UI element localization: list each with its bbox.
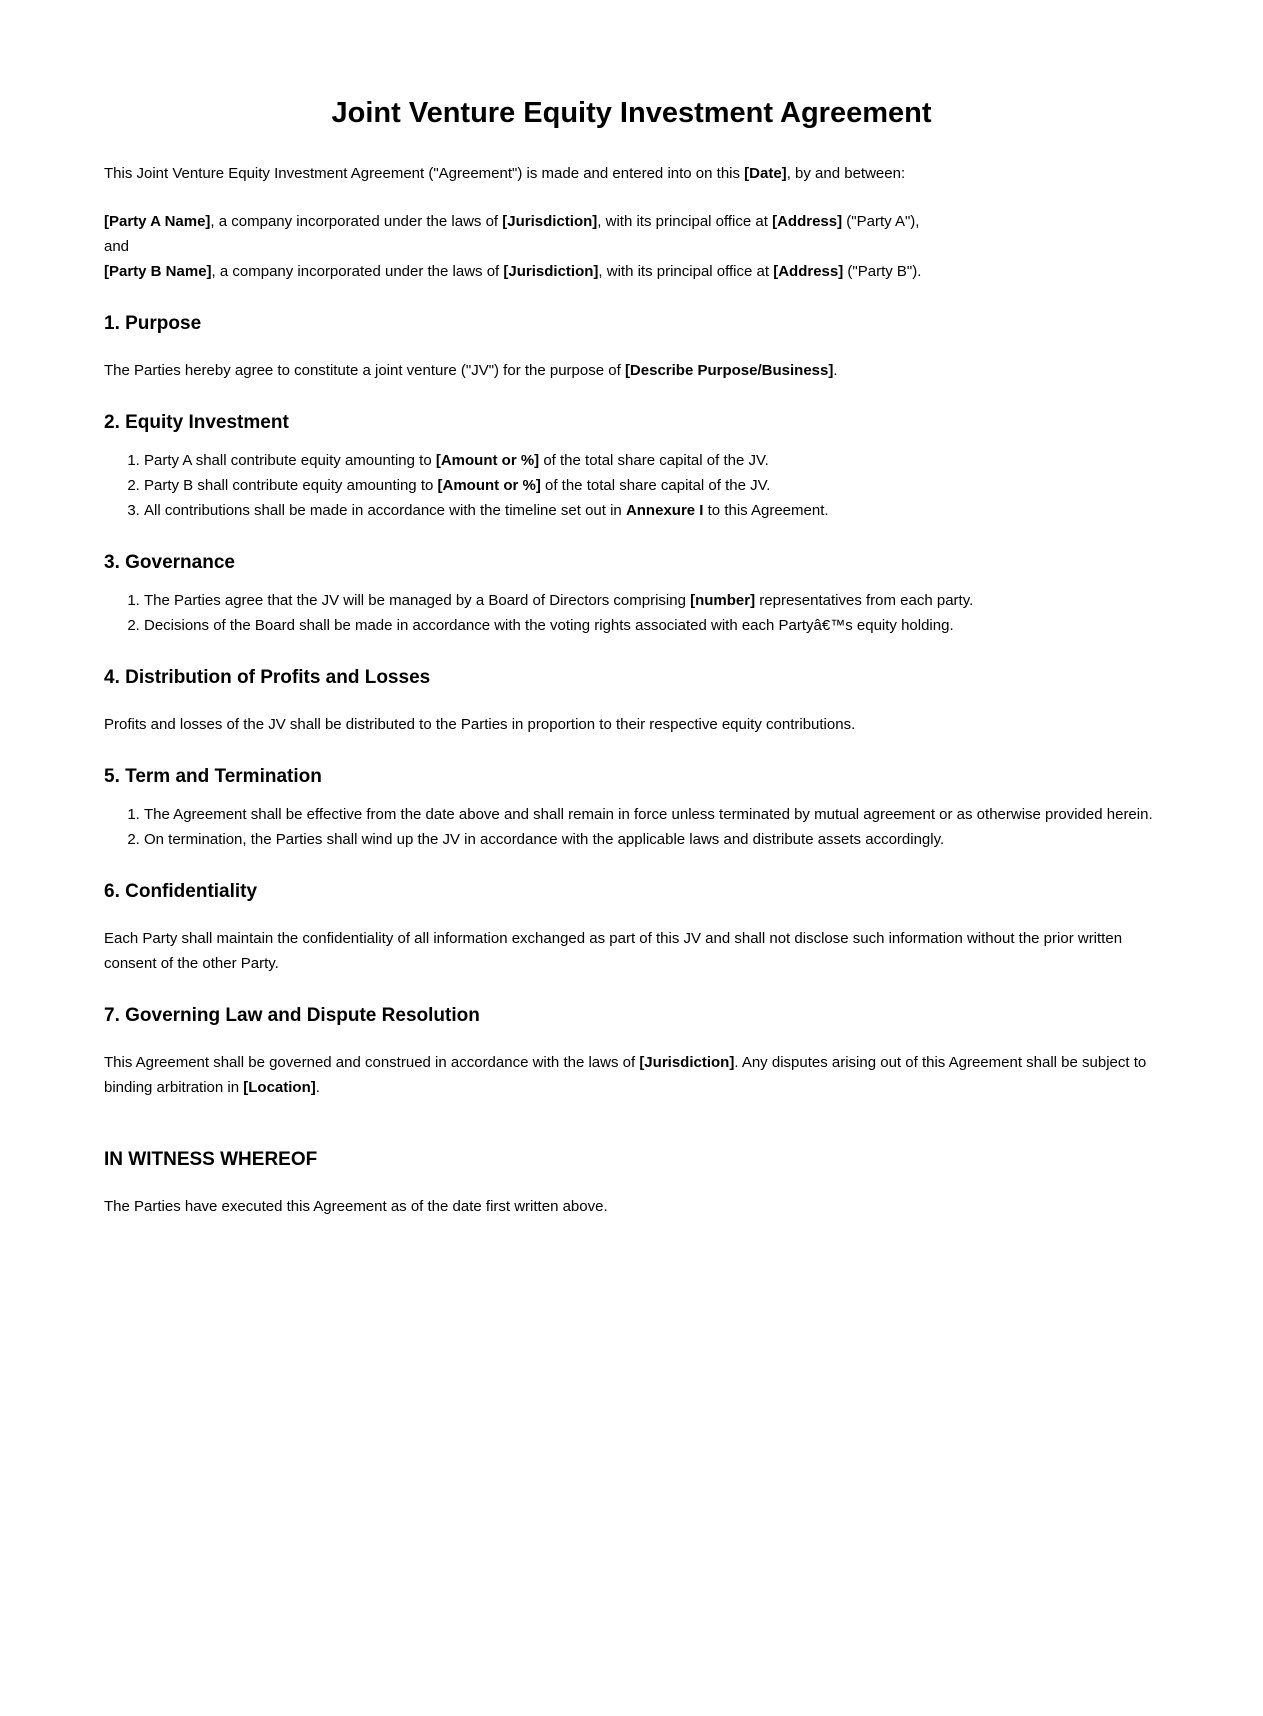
bold-placeholder-text: [Amount or %] [435, 452, 540, 470]
section-governance-list [104, 589, 1159, 638]
section-governing-law-heading: 7. Governing Law and Dispute Resolution [104, 1005, 480, 1027]
list-item: 2. Party B shall contribute equity amounting to [Amount or %] of the total share capital of the JV. [144, 474, 1159, 498]
bold-placeholder-text: [Jurisdiction] [639, 1054, 735, 1072]
list-item: 2. On termination, the Parties shall wind up the JV in accordance with the applicable laws and distribute assets accordingly. [144, 828, 1159, 852]
section-confidentiality-heading: 6. Confidentiality [104, 881, 258, 903]
section-distribution-body: Profits and losses of the JV shall be distributed to the Parties in proportion to their respective equity contributions. [104, 716, 856, 734]
list-item: 2. Decisions of the Board shall be made in accordance with the voting rights associated with each Partyâ€™s equity holding. [144, 614, 1159, 638]
bold-placeholder-text: [Amount or %] [437, 477, 541, 495]
intro-paragraph: This Joint Venture Equity Investment Agreement ("Agreement") is made and entered into on this [Date], by and between: [104, 165, 906, 183]
bold-placeholder-text: [Party A Name] [104, 213, 211, 231]
section-purpose-body: The Parties hereby agree to constitute a joint venture ("JV") for the purpose of [Describe Purpose/Business]. [104, 362, 838, 380]
list-item: 3. All contributions shall be made in accordance with the timeline set out in Annexure I to this Agreement. [144, 499, 1159, 523]
section-term-termination-list [104, 803, 1159, 852]
bold-placeholder-text: Annexure I [625, 502, 704, 520]
bold-placeholder-text: [Jurisdiction] [502, 213, 598, 231]
bold-placeholder-text: [Date] [744, 165, 787, 183]
section-governance-heading: 3. Governance [104, 552, 235, 574]
section-equity-investment-list [104, 449, 1159, 523]
section-term-termination-heading: 5. Term and Termination [104, 766, 322, 788]
witness-whereof-body: The Parties have executed this Agreement as of the date first written above. [104, 1198, 608, 1216]
section-governing-law-body: This Agreement shall be governed and construed in accordance with the laws of [Jurisdiction]. Any disputes arising out of this Agreement shall be subject to binding arbitration in [Location]. [104, 1054, 1147, 1097]
bold-placeholder-text: [Address] [772, 213, 843, 231]
witness-whereof-heading: IN WITNESS WHEREOF [104, 1149, 318, 1171]
bold-placeholder-text: [number] [690, 592, 756, 610]
bold-placeholder-text: [Party B Name] [104, 263, 212, 281]
bold-placeholder-text: [Address] [773, 263, 844, 281]
bold-placeholder-text: [Location] [243, 1079, 316, 1097]
bold-placeholder-text: [Describe Purpose/Business] [624, 362, 834, 380]
parties-paragraph: [Party A Name], a company incorporated under the laws of [Jurisdiction], with its principal office at [Address] ("Party A"), and [Party B Name], a company incorporated under the laws of [Jurisdiction], with its principal office at [Address] ("Party B"). [104, 213, 922, 281]
list-item: 1. Party A shall contribute equity amounting to [Amount or %] of the total share capital of the JV. [144, 449, 1159, 473]
bold-placeholder-text: [Jurisdiction] [503, 263, 599, 281]
section-equity-investment-heading: 2. Equity Investment [104, 412, 289, 434]
section-confidentiality-body: Each Party shall maintain the confidentiality of all information exchanged as part of this JV and shall not disclose such information without the prior written consent of the other Party. [104, 930, 1123, 973]
list-item: 1. The Parties agree that the JV will be managed by a Board of Directors comprising [number] representatives from each party. [144, 589, 1159, 613]
document-title: Joint Venture Equity Investment Agreement [331, 97, 932, 129]
section-distribution-heading: 4. Distribution of Profits and Losses [104, 667, 431, 689]
list-item: 1. The Agreement shall be effective from the date above and shall remain in force unless terminated by mutual agreement or as otherwise provided herein. [144, 803, 1159, 827]
section-purpose-heading: 1. Purpose [104, 313, 202, 335]
